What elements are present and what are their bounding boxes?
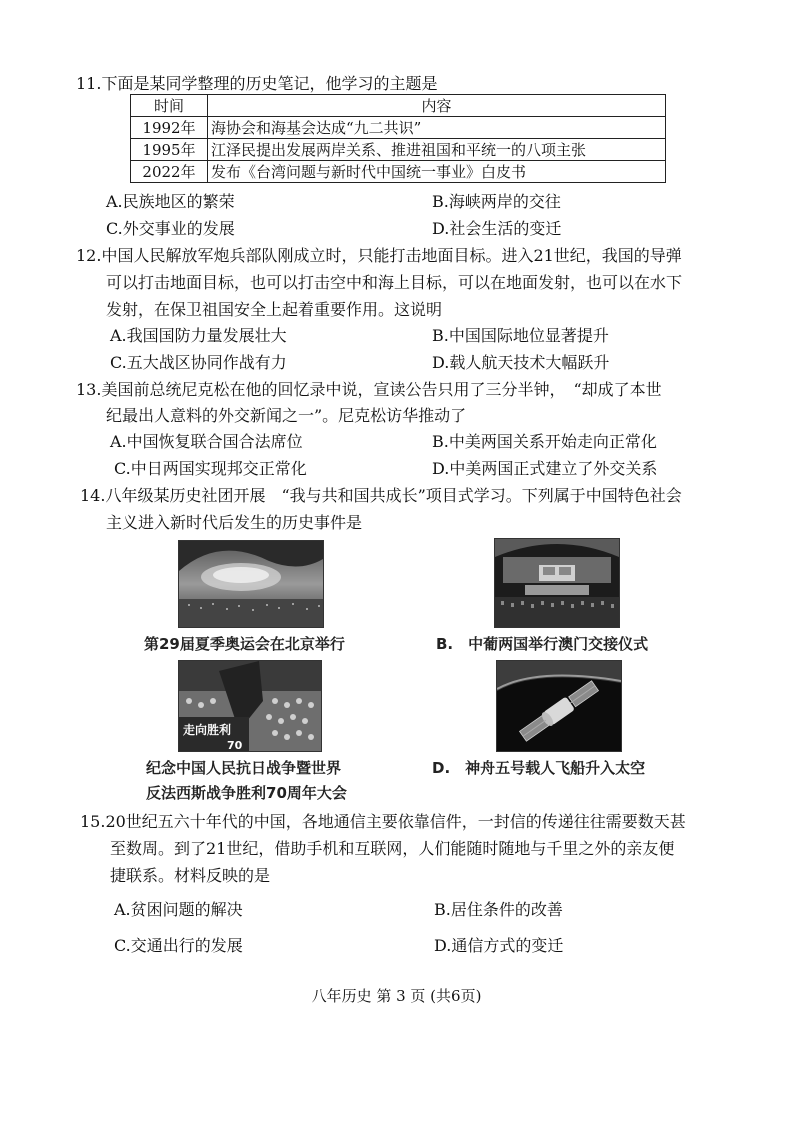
table-header-row — [131, 95, 666, 117]
q14-stem-line: 主义进入新时代后发生的历史事件是 — [106, 513, 363, 532]
photo-number-text: 70 — [227, 739, 243, 751]
caption-d: D. 神舟五号载人飞船升入太空 — [432, 759, 646, 777]
caption-c-line1: 纪念中国人民抗日战争暨世界 — [146, 759, 342, 777]
q12-stem-line: 发射，在保卫祖国安全上起着重要作用。这说明 — [106, 300, 443, 319]
photo-beijing-olympics — [178, 540, 324, 628]
table-row — [131, 139, 666, 161]
q13-stem-line: 13.美国前总统尼克松在他的回忆录中说，宣读公告只用了三分半钟， “却成了本世 — [76, 380, 662, 399]
q13-option-a: A.中国恢复联合国合法席位 — [110, 432, 303, 451]
q12-stem-line: 可以打击地面目标，也可以打击空中和海上目标，可以在地面发射，也可以在水下 — [106, 273, 683, 292]
q13-option-c: C.中日两国实现邦交正常化 — [114, 459, 307, 478]
q15-stem-line: 捷联系。材料反映的是 — [110, 866, 271, 885]
table-cell-year: 1992年 — [131, 117, 208, 139]
table-header-content: 内容 — [208, 95, 666, 117]
caption-c-line2: 反法西斯战争胜利70周年大会 — [146, 784, 347, 802]
photo-shenzhou — [496, 660, 622, 752]
photo-banner-text: 走向胜利 — [183, 723, 232, 737]
q15-option-c: C.交通出行的发展 — [114, 936, 243, 955]
q12-stem-line: 12.中国人民解放军炮兵部队刚成立时，只能打击地面目标。进入21世纪，我国的导弹 — [76, 246, 682, 265]
spacecraft-image — [497, 661, 621, 751]
q12-option-a: A.我国国防力量发展壮大 — [110, 326, 287, 345]
q15-option-a: A.贫困问题的解决 — [114, 900, 243, 919]
ceremony-hall-image — [495, 539, 619, 627]
parade-image — [179, 661, 321, 751]
table-cell-content: 江泽民提出发展两岸关系、推进祖国和平统一的八项主张 — [208, 139, 666, 161]
table-header-time: 时间 — [131, 95, 208, 117]
olympics-stadium-image — [179, 541, 323, 627]
table-row — [131, 117, 666, 139]
table-cell-content: 海协会和海基会达成“九二共识” — [208, 117, 666, 139]
q11-option-d: D.社会生活的变迁 — [432, 219, 562, 238]
q12-option-c: C.五大战区协同作战有力 — [110, 353, 287, 372]
q13-option-d: D.中美两国正式建立了外交关系 — [432, 459, 658, 478]
table-cell-year: 1995年 — [131, 139, 208, 161]
table-cell-year: 2022年 — [131, 161, 208, 183]
q11-option-b: B.海峡两岸的交往 — [432, 192, 561, 211]
history-notes-table — [130, 94, 666, 183]
photo-macau-handover — [494, 538, 620, 628]
q15-stem-line: 15.20世纪五六十年代的中国，各地通信主要依靠信件，一封信的传递往往需要数天甚 — [80, 812, 686, 831]
q13-stem-line: 纪最出人意料的外交新闻之一”。尼克松访华推动了 — [106, 406, 467, 425]
q15-option-b: B.居住条件的改善 — [434, 900, 563, 919]
q11-stem: 11.下面是某同学整理的历史笔记，他学习的主题是 — [76, 74, 438, 93]
q13-option-b: B.中美两国关系开始走向正常化 — [432, 432, 657, 451]
q12-option-d: D.载人航天技术大幅跃升 — [432, 353, 610, 372]
table-row — [131, 161, 666, 183]
q14-stem-line: 14.八年级某历史社团开展 “我与共和国共成长”项目式学习。下列属于中国特色社会 — [80, 486, 682, 505]
photo-victory-parade — [178, 660, 322, 752]
caption-b: B. 中葡两国举行澳门交接仪式 — [436, 635, 649, 653]
page-footer: 八年历史 第 3 页 (共6页) — [311, 987, 482, 1005]
caption-a: 第29届夏季奥运会在北京举行 — [144, 635, 345, 653]
q15-option-d: D.通信方式的变迁 — [434, 936, 564, 955]
table-cell-content: 发布《台湾问题与新时代中国统一事业》白皮书 — [208, 161, 666, 183]
q11-option-c: C.外交事业的发展 — [106, 219, 235, 238]
q11-option-a: A.民族地区的繁荣 — [106, 192, 235, 211]
q15-stem-line: 至数周。到了21世纪，借助手机和互联网，人们能随时随地与千里之外的亲友便 — [110, 839, 675, 858]
q12-option-b: B.中国国际地位显著提升 — [432, 326, 609, 345]
